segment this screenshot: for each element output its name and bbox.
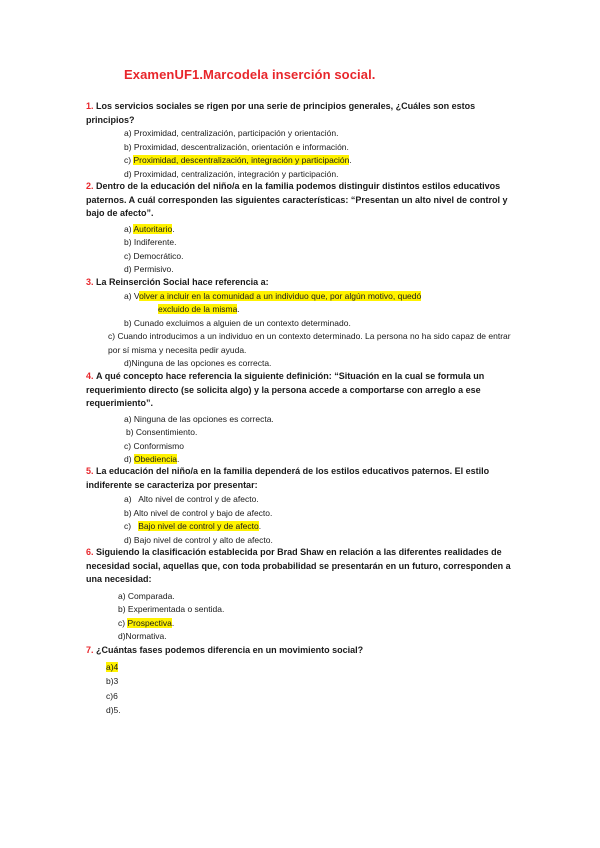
options-list (86, 290, 516, 371)
option-d: d)Normativa. (118, 631, 167, 641)
question-3 (86, 276, 516, 371)
options-list (86, 127, 516, 181)
option-b: b) Experimentada o sentida. (118, 604, 225, 614)
option-b: b) Cunado excluimos a alguien de un contexto determinado. (124, 317, 351, 328)
question-number: 4. (86, 371, 94, 381)
question-body: Dentro de la educación del niño/a en la familia podemos distinguir distintos estilos educativos paternos. A cuál corresponden las siguientes características: “Presentan un alto nivel de control y bajo de afecto”. (86, 181, 508, 218)
option-b: b) Consentimiento. (126, 427, 198, 437)
question-body: La Reinserción Social hace referencia a: (96, 277, 269, 287)
highlighted-answer: Bajo nivel de control y de afecto (138, 521, 259, 531)
option-b: b) Proximidad, descentralización, orientación e información. (124, 141, 349, 152)
option-c: c) Proximidad, descentralización, integración y participación. (124, 155, 352, 165)
option-b: b)3 (106, 676, 119, 686)
question-text (86, 465, 516, 492)
option-d: d) Permisivo. (124, 264, 174, 274)
highlighted-answer: Prospectiva (127, 617, 172, 628)
option-c: c) Democrático. (124, 250, 184, 261)
option-c: c) Prospectiva. (118, 617, 175, 628)
options-list (86, 590, 516, 644)
option-b: b) Alto nivel de control y bajo de afecto. (124, 507, 273, 518)
question-number: 1. (86, 101, 94, 111)
question-body: La educación del niño/a en la familia dependerá de los estilos educativos paternos. El estilo indiferente se caracteriza por presentar: (86, 466, 490, 490)
question-body: A qué concepto hace referencia la siguiente definición: “Situación en la cual se formula un requerimiento directo (se solicita algo) y la persona accede a comportarse con arreglo a ese requerimiento”. (86, 371, 485, 408)
option-a: a) Proximidad, centralización, participación y orientación. (124, 128, 339, 138)
highlighted-answer: Proximidad, descentralización, integración y participación (133, 155, 350, 165)
question-5 (86, 465, 516, 547)
option-d: d) Obediencia. (124, 454, 180, 464)
question-1 (86, 100, 516, 181)
question-body: Los servicios sociales se rigen por una serie de principios generales, ¿Cuáles son estos principios? (86, 101, 476, 125)
option-d: d)Ninguna de las opciones es correcta. (124, 358, 272, 368)
options-list (86, 493, 516, 547)
page-title: ExamenUF1.Marcodela inserción social. (124, 67, 376, 82)
option-c: c) Conformismo (124, 440, 184, 451)
question-text (86, 370, 516, 411)
highlighted-answer: Obediencia (133, 454, 177, 464)
highlighted-answer: olver a incluir en la comunidad a un individuo que, por algún motivo, quedó (139, 290, 422, 301)
question-6 (86, 546, 516, 644)
option-a: a) Ninguna de las opciones es correcta. (124, 413, 274, 424)
option-a: a) Autoritario. (124, 223, 175, 234)
question-text (86, 180, 516, 221)
options-list (86, 223, 516, 277)
question-text (86, 276, 516, 290)
option-c: c) Bajo nivel de control y de afecto. (124, 521, 262, 531)
question-number: 2. (86, 181, 94, 191)
option-a: a) Volver a incluir en la comunidad a un individuo que, por algún motivo, quedó (124, 290, 422, 301)
option-d: d) Bajo nivel de control y alto de afecto. (124, 534, 273, 545)
options-list (86, 413, 516, 467)
option-b: b) Indiferente. (124, 237, 177, 247)
option-c: c) Cuando introducimos a un individuo en un contexto determinado. La persona no ha sido capaz de entrar por sí misma y necesita pedir ayuda. (108, 331, 511, 355)
question-number: 6. (86, 547, 94, 557)
question-body: Siguiendo la clasificación establecida por Brad Shaw en relación a las diferentes realidades de necesidad social, aquellas que, con toda probabilidad se presentarán en un futuro, corresponden a una necesidad: (86, 547, 511, 584)
highlighted-answer: Autoritario (133, 223, 173, 234)
option-a: a) Comparada. (118, 590, 175, 601)
option-d: d) Proximidad, centralización, integración y participación. (124, 168, 339, 179)
question-2 (86, 180, 516, 277)
highlighted-answer: a)4 (106, 661, 119, 672)
option-c: c)6 (106, 690, 118, 701)
highlighted-answer: excluido de la misma (158, 304, 238, 314)
question-number: 7. (86, 645, 94, 655)
question-body: ¿Cuántas fases podemos diferencia en un movimiento social? (96, 645, 364, 655)
option-a (106, 660, 516, 675)
question-7 (86, 644, 516, 718)
question-number: 3. (86, 277, 94, 287)
options-list (86, 660, 516, 718)
question-text (86, 644, 516, 658)
question-4 (86, 370, 516, 467)
option-a: a) Alto nivel de control y de afecto. (124, 494, 259, 504)
option-a-continued: excluido de la misma. (158, 304, 240, 314)
question-text (86, 100, 516, 127)
question-text (86, 546, 516, 587)
option-d: d)5. (106, 705, 121, 715)
question-number: 5. (86, 466, 94, 476)
